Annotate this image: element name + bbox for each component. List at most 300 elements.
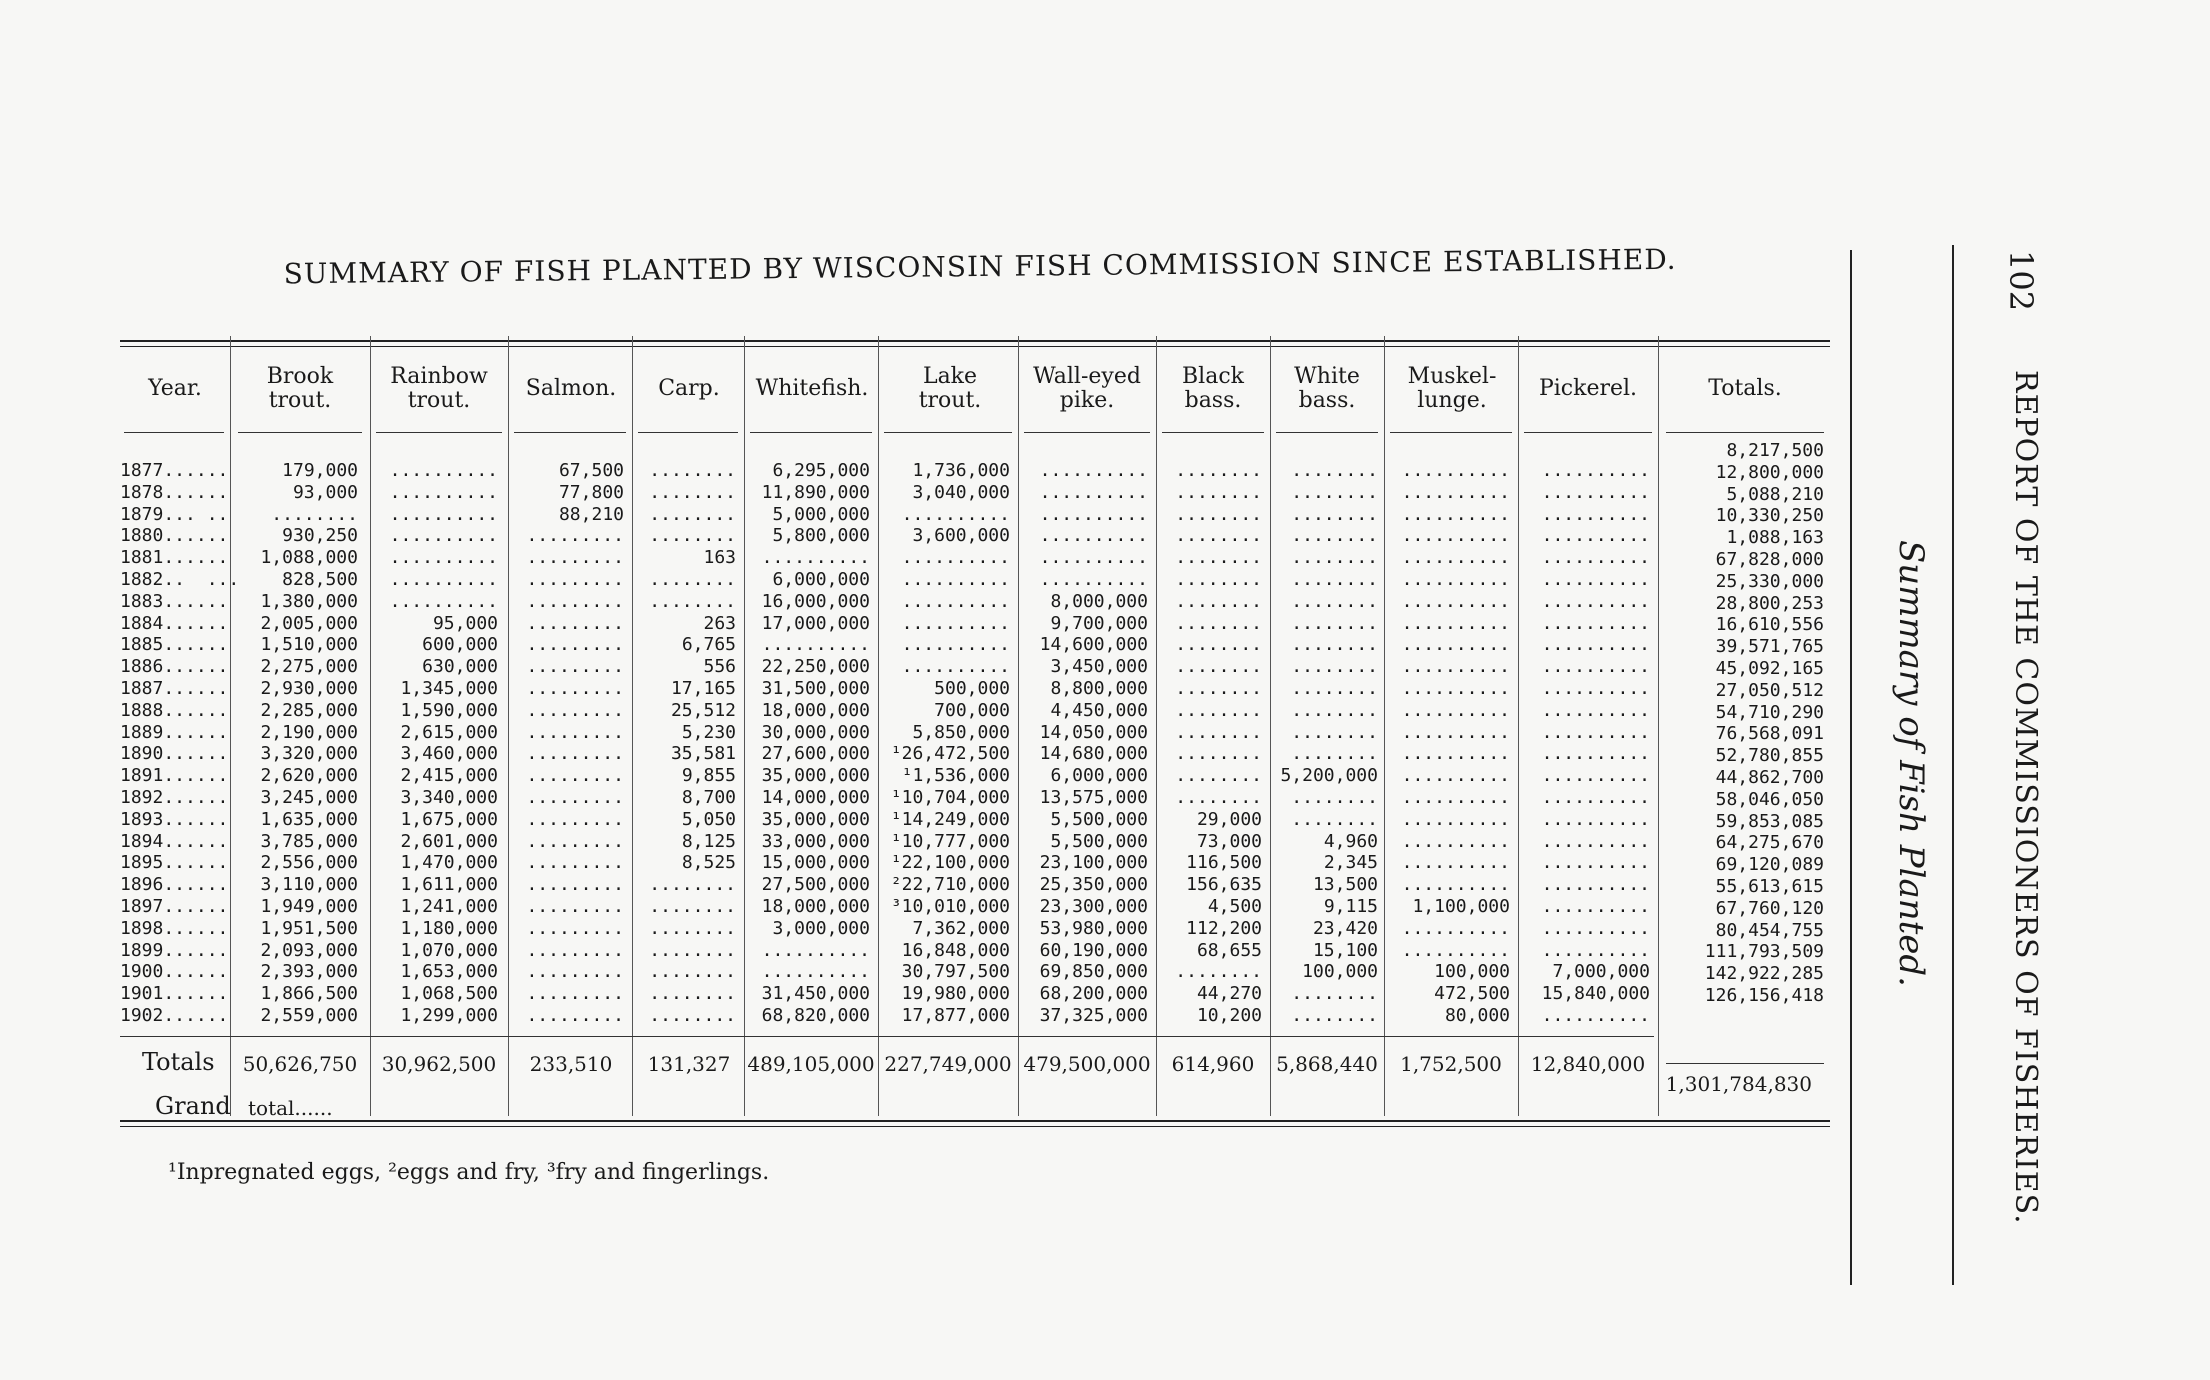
salmon-cell: ......... — [526, 547, 624, 569]
page-number: 102 — [2002, 250, 2040, 312]
whitefish-cell: 68,820,000 — [761, 1004, 870, 1026]
total-muskellunge: 1,752,500 — [1400, 1052, 1502, 1076]
salmon-cell: ......... — [526, 808, 624, 830]
salmon-cell: 88,210 — [558, 503, 624, 525]
lake-trout-cell: .......... — [901, 656, 1010, 678]
year-cell: 1886...... — [120, 656, 229, 678]
white-bass-cell: ........ — [1291, 590, 1378, 612]
white-bass-cell: ........ — [1291, 1004, 1378, 1026]
whitefish-column — [744, 460, 870, 1027]
total-whitefish: 489,105,000 — [747, 1052, 875, 1076]
salmon-cell: ......... — [526, 1004, 624, 1026]
pickerel-cell: .......... — [1541, 721, 1650, 743]
grand-total-rule — [1666, 1063, 1824, 1064]
muskellunge-cell: .......... — [1401, 830, 1510, 852]
rainbow-trout-cell: 1,241,000 — [400, 895, 498, 917]
black-bass-cell: ........ — [1175, 568, 1262, 590]
brook-trout-cell: 3,110,000 — [260, 874, 358, 896]
pickerel-cell: .......... — [1541, 1004, 1650, 1026]
salmon-cell: ......... — [526, 983, 624, 1005]
muskellunge-cell: .......... — [1401, 634, 1510, 656]
walleyed-pike-cell: 4,450,000 — [1050, 699, 1148, 721]
total-rainbow: 30,962,500 — [381, 1052, 497, 1076]
lake-trout-column — [878, 460, 1010, 1027]
muskellunge-cell: 80,000 — [1444, 1004, 1510, 1026]
pickerel-cell: .......... — [1541, 895, 1650, 917]
totals-cell: 55,613,615 — [1715, 875, 1824, 897]
white-bass-column — [1270, 460, 1378, 1027]
year-cell: 1885...... — [120, 634, 229, 656]
carp-cell: 8,700 — [681, 786, 736, 808]
lake-trout-cell: 30,797,500 — [901, 961, 1010, 983]
year-cell: 1898...... — [120, 917, 229, 939]
year-cell: 1900...... — [120, 961, 229, 983]
brook-trout-cell: 3,245,000 — [260, 786, 358, 808]
whitefish-cell: 35,000,000 — [761, 765, 870, 787]
rainbow-trout-cell: 3,460,000 — [400, 743, 498, 765]
carp-cell: 6,765 — [681, 634, 736, 656]
walleyed-pike-cell: .......... — [1039, 460, 1148, 481]
year-cell: 1897...... — [120, 895, 229, 917]
header-muskellunge: Muskel- lunge. — [1407, 364, 1497, 413]
whitefish-cell: 27,600,000 — [761, 743, 870, 765]
totals-cell: 111,793,509 — [1704, 941, 1824, 963]
black-bass-cell: 10,200 — [1196, 1004, 1262, 1026]
rainbow-trout-column — [370, 460, 498, 1027]
black-bass-cell: 44,270 — [1196, 983, 1262, 1005]
rainbow-trout-cell: 1,653,000 — [400, 961, 498, 983]
totals-cell: 80,454,755 — [1715, 919, 1824, 941]
lake-trout-cell: .......... — [901, 590, 1010, 612]
total-pickerel: 12,840,000 — [1530, 1052, 1646, 1076]
whitefish-cell: 15,000,000 — [761, 852, 870, 874]
white-bass-cell: ........ — [1291, 503, 1378, 525]
totals-cell: 27,050,512 — [1715, 679, 1824, 701]
salmon-cell: ......... — [526, 765, 624, 787]
carp-cell: ........ — [649, 983, 736, 1005]
brook-trout-cell: 930,250 — [282, 525, 358, 547]
salmon-cell: ......... — [526, 656, 624, 678]
whitefish-cell: 31,500,000 — [761, 677, 870, 699]
rainbow-trout-cell: .......... — [389, 481, 498, 503]
brook-trout-cell: 1,380,000 — [260, 590, 358, 612]
pickerel-cell: .......... — [1541, 677, 1650, 699]
salmon-cell: 77,800 — [558, 481, 624, 503]
brook-trout-column — [230, 460, 358, 1027]
pickerel-cell: .......... — [1541, 460, 1650, 481]
black-bass-cell: ........ — [1175, 590, 1262, 612]
side-rule — [1952, 245, 1954, 1285]
year-cell: 1891...... — [120, 765, 229, 787]
pickerel-column — [1518, 460, 1650, 1027]
lake-trout-cell: 3,040,000 — [912, 481, 1010, 503]
rainbow-trout-cell: 1,470,000 — [400, 852, 498, 874]
white-bass-cell: ........ — [1291, 460, 1378, 481]
brook-trout-cell: 179,000 — [282, 460, 358, 481]
side-title: Summary of Fish Planted. — [1891, 540, 1931, 987]
brook-trout-cell: 2,559,000 — [260, 1004, 358, 1026]
walleyed-pike-cell: 3,450,000 — [1050, 656, 1148, 678]
rainbow-trout-cell: 95,000 — [432, 612, 498, 634]
salmon-cell: ......... — [526, 917, 624, 939]
white-bass-cell: ........ — [1291, 525, 1378, 547]
whitefish-cell: 14,000,000 — [761, 786, 870, 808]
brook-trout-cell: 2,620,000 — [260, 765, 358, 787]
muskellunge-cell: .......... — [1401, 503, 1510, 525]
header-salmon: Salmon. — [525, 376, 617, 401]
muskellunge-cell: .......... — [1401, 743, 1510, 765]
carp-cell: ........ — [649, 460, 736, 481]
black-bass-cell: 4,500 — [1207, 895, 1262, 917]
totals-cell: 39,571,765 — [1715, 636, 1824, 658]
lake-trout-cell: 500,000 — [934, 677, 1010, 699]
salmon-cell: ......... — [526, 874, 624, 896]
rainbow-trout-cell: 1,068,500 — [400, 983, 498, 1005]
pickerel-cell: .......... — [1541, 656, 1650, 678]
carp-cell: 35,581 — [670, 743, 736, 765]
totals-cell: 52,780,855 — [1715, 745, 1824, 767]
header-underline — [1524, 432, 1652, 433]
bottom-rule — [120, 1120, 1830, 1122]
brook-trout-cell: 2,930,000 — [260, 677, 358, 699]
salmon-cell: ......... — [526, 677, 624, 699]
white-bass-cell: 13,500 — [1312, 874, 1378, 896]
lake-trout-cell: 5,850,000 — [912, 721, 1010, 743]
fish-planted-table — [120, 306, 1830, 1151]
lake-trout-cell: .......... — [901, 634, 1010, 656]
page-title: SUMMARY OF FISH PLANTED BY WISCONSIN FISH COMMISSION SINCE ESTABLISHED. — [283, 242, 1677, 291]
muskellunge-column — [1384, 460, 1510, 1027]
brook-trout-cell: ........ — [271, 503, 358, 525]
header-rainbow-trout: Rainbow trout. — [390, 364, 488, 413]
white-bass-cell: ........ — [1291, 699, 1378, 721]
lake-trout-cell: 17,877,000 — [901, 1004, 1010, 1026]
black-bass-cell: ........ — [1175, 699, 1262, 721]
black-bass-cell: ........ — [1175, 525, 1262, 547]
white-bass-cell: ........ — [1291, 481, 1378, 503]
year-cell: 1894...... — [120, 830, 229, 852]
header-underline — [1162, 432, 1264, 433]
carp-cell: 9,855 — [681, 765, 736, 787]
carp-cell: ........ — [649, 590, 736, 612]
lake-trout-cell: ¹26,472,500 — [890, 743, 1010, 765]
year-cell: 1901...... — [120, 983, 229, 1005]
black-bass-cell: ........ — [1175, 656, 1262, 678]
black-bass-cell: ........ — [1175, 721, 1262, 743]
rainbow-trout-cell: 3,340,000 — [400, 786, 498, 808]
running-head: REPORT OF THE COMMISSIONERS OF FISHERIES. — [2008, 370, 2043, 1225]
rainbow-trout-cell: 1,611,000 — [400, 874, 498, 896]
grand-label: Grand — [155, 1092, 231, 1120]
pickerel-cell: .......... — [1541, 568, 1650, 590]
walleyed-pike-cell: 5,500,000 — [1050, 808, 1148, 830]
whitefish-cell: 6,295,000 — [772, 460, 870, 481]
year-cell: 1899...... — [120, 939, 229, 961]
whitefish-cell: 27,500,000 — [761, 874, 870, 896]
brook-trout-cell: 93,000 — [292, 481, 358, 503]
carp-cell: ........ — [649, 895, 736, 917]
walleyed-pike-cell: 37,325,000 — [1039, 1004, 1148, 1026]
walleyed-pike-cell: 13,575,000 — [1039, 786, 1148, 808]
brook-trout-cell: 2,275,000 — [260, 656, 358, 678]
lake-trout-cell: .......... — [901, 568, 1010, 590]
year-cell: 1895...... — [120, 852, 229, 874]
brook-trout-cell: 1,510,000 — [260, 634, 358, 656]
black-bass-cell: ........ — [1175, 743, 1262, 765]
salmon-cell: ......... — [526, 525, 624, 547]
pickerel-cell: .......... — [1541, 634, 1650, 656]
salmon-cell: ......... — [526, 634, 624, 656]
black-bass-cell: 116,500 — [1186, 852, 1262, 874]
rainbow-trout-cell: 1,590,000 — [400, 699, 498, 721]
whitefish-cell: 16,000,000 — [761, 590, 870, 612]
totals-cell: 28,800,253 — [1715, 592, 1824, 614]
black-bass-cell: ........ — [1175, 786, 1262, 808]
header-totals: Totals. — [1708, 376, 1782, 401]
carp-cell: 263 — [703, 612, 736, 634]
pickerel-cell: .......... — [1541, 765, 1650, 787]
pickerel-cell: .......... — [1541, 743, 1650, 765]
pickerel-cell: .......... — [1541, 525, 1650, 547]
muskellunge-cell: .......... — [1401, 765, 1510, 787]
muskellunge-cell: .......... — [1401, 917, 1510, 939]
totals-cell: 76,568,091 — [1715, 723, 1824, 745]
year-cell: 1887...... — [120, 677, 229, 699]
salmon-cell: ......... — [526, 612, 624, 634]
whitefish-cell: 33,000,000 — [761, 830, 870, 852]
year-cell: 1888...... — [120, 699, 229, 721]
header-underline — [1666, 432, 1824, 433]
rainbow-trout-cell: 1,180,000 — [400, 917, 498, 939]
year-cell: 1892...... — [120, 786, 229, 808]
rainbow-trout-cell: 600,000 — [422, 634, 498, 656]
whitefish-cell: 22,250,000 — [761, 656, 870, 678]
lake-trout-cell: ³10,010,000 — [890, 895, 1010, 917]
totals-cell: 142,922,285 — [1704, 963, 1824, 985]
whitefish-cell: 5,000,000 — [772, 503, 870, 525]
year-cell: 1881...... — [120, 547, 229, 569]
carp-cell: 17,165 — [670, 677, 736, 699]
salmon-cell: ......... — [526, 721, 624, 743]
rainbow-trout-cell: 1,345,000 — [400, 677, 498, 699]
brook-trout-cell: 2,093,000 — [260, 939, 358, 961]
total-walleye: 479,500,000 — [1023, 1052, 1151, 1076]
brook-trout-cell: 1,088,000 — [260, 547, 358, 569]
whitefish-cell: 11,890,000 — [761, 481, 870, 503]
total-carp: 131,327 — [647, 1052, 731, 1076]
rainbow-trout-cell: .......... — [389, 590, 498, 612]
salmon-cell: ......... — [526, 939, 624, 961]
muskellunge-cell: 472,500 — [1434, 983, 1510, 1005]
walleyed-pike-cell: 69,850,000 — [1039, 961, 1148, 983]
pickerel-cell: .......... — [1541, 852, 1650, 874]
black-bass-cell: ........ — [1175, 503, 1262, 525]
walleyed-pike-column — [1018, 460, 1148, 1027]
totals-cell: 44,862,700 — [1715, 766, 1824, 788]
rainbow-trout-cell: 1,675,000 — [400, 808, 498, 830]
header-underline — [124, 432, 224, 433]
year-cell: 1878...... — [120, 481, 229, 503]
lake-trout-cell: 7,362,000 — [912, 917, 1010, 939]
totals-cell: 8,217,500 — [1726, 440, 1824, 461]
header-underline — [376, 432, 502, 433]
whitefish-cell: 17,000,000 — [761, 612, 870, 634]
walleyed-pike-cell: 8,000,000 — [1050, 590, 1148, 612]
whitefish-cell: .......... — [761, 961, 870, 983]
pickerel-cell: .......... — [1541, 547, 1650, 569]
year-column — [120, 460, 239, 1027]
walleyed-pike-cell: 60,190,000 — [1039, 939, 1148, 961]
white-bass-cell: ........ — [1291, 547, 1378, 569]
top-rule — [120, 340, 1830, 342]
header-underline — [1276, 432, 1378, 433]
carp-cell: 5,230 — [681, 721, 736, 743]
totals-cell: 126,156,418 — [1704, 984, 1824, 1006]
salmon-cell: ......... — [526, 852, 624, 874]
black-bass-cell: ........ — [1175, 961, 1262, 983]
year-cell: 1883...... — [120, 590, 229, 612]
year-cell: 1890...... — [120, 743, 229, 765]
pickerel-cell: .......... — [1541, 481, 1650, 503]
whitefish-cell: .......... — [761, 634, 870, 656]
lake-trout-cell: 3,600,000 — [912, 525, 1010, 547]
black-bass-column — [1156, 460, 1262, 1027]
walleyed-pike-cell: 6,000,000 — [1050, 765, 1148, 787]
totals-cell: 64,275,670 — [1715, 832, 1824, 854]
muskellunge-cell: .......... — [1401, 721, 1510, 743]
header-underline — [514, 432, 626, 433]
year-cell: 1889...... — [120, 721, 229, 743]
walleyed-pike-cell: 53,980,000 — [1039, 917, 1148, 939]
lake-trout-cell: 16,848,000 — [901, 939, 1010, 961]
rainbow-trout-cell: .......... — [389, 568, 498, 590]
brook-trout-cell: 3,785,000 — [260, 830, 358, 852]
rainbow-trout-cell: .......... — [389, 460, 498, 481]
totals-cell: 59,853,085 — [1715, 810, 1824, 832]
salmon-cell: ......... — [526, 786, 624, 808]
bottom-rule-inner — [120, 1126, 1830, 1127]
carp-cell: 8,125 — [681, 830, 736, 852]
brook-trout-cell: 1,866,500 — [260, 983, 358, 1005]
walleyed-pike-cell: .......... — [1039, 525, 1148, 547]
rainbow-trout-cell: .......... — [389, 525, 498, 547]
black-bass-cell: ........ — [1175, 481, 1262, 503]
carp-cell: ........ — [649, 503, 736, 525]
brook-trout-cell: 828,500 — [282, 568, 358, 590]
salmon-cell: ......... — [526, 743, 624, 765]
lake-trout-cell: ¹14,249,000 — [890, 808, 1010, 830]
year-cell: 1893...... — [120, 808, 229, 830]
walleyed-pike-cell: 23,100,000 — [1039, 852, 1148, 874]
muskellunge-cell: 1,100,000 — [1412, 895, 1510, 917]
salmon-cell: 67,500 — [558, 460, 624, 481]
brook-trout-cell: 1,949,000 — [260, 895, 358, 917]
white-bass-cell: 9,115 — [1323, 895, 1378, 917]
year-cell: 1880...... — [120, 525, 229, 547]
lake-trout-cell: ¹1,536,000 — [901, 765, 1010, 787]
total-black-bass: 614,960 — [1171, 1052, 1255, 1076]
carp-cell: ........ — [649, 568, 736, 590]
muskellunge-cell: .......... — [1401, 590, 1510, 612]
pickerel-cell: 15,840,000 — [1541, 983, 1650, 1005]
salmon-cell: ......... — [526, 830, 624, 852]
lake-trout-cell: 1,736,000 — [912, 460, 1010, 481]
muskellunge-cell: .......... — [1401, 786, 1510, 808]
whitefish-cell: 35,000,000 — [761, 808, 870, 830]
carp-cell: 25,512 — [670, 699, 736, 721]
totals-cell: 69,120,089 — [1715, 854, 1824, 876]
header-whitefish: Whitefish. — [755, 376, 869, 401]
black-bass-cell: 112,200 — [1186, 917, 1262, 939]
totals-cell: 67,828,000 — [1715, 548, 1824, 570]
total-brook: 50,626,750 — [242, 1052, 358, 1076]
white-bass-cell: ........ — [1291, 743, 1378, 765]
header-brook-trout: Brook trout. — [266, 364, 334, 413]
lake-trout-cell: 19,980,000 — [901, 983, 1010, 1005]
black-bass-cell: ........ — [1175, 765, 1262, 787]
salmon-cell: ......... — [526, 590, 624, 612]
rainbow-trout-cell: 1,299,000 — [400, 1004, 498, 1026]
header-underline — [750, 432, 872, 433]
white-bass-cell: ........ — [1291, 677, 1378, 699]
totals-cell: 5,088,210 — [1726, 483, 1824, 505]
brook-trout-cell: 2,285,000 — [260, 699, 358, 721]
black-bass-cell: 29,000 — [1196, 808, 1262, 830]
rainbow-trout-cell: 2,415,000 — [400, 765, 498, 787]
header-underline — [1390, 432, 1512, 433]
rainbow-trout-cell: 2,615,000 — [400, 721, 498, 743]
footnote: ¹Inpregnated eggs, ²eggs and fry, ³fry and fingerlings. — [168, 1160, 770, 1185]
black-bass-cell: ........ — [1175, 460, 1262, 481]
white-bass-cell: ........ — [1291, 808, 1378, 830]
lake-trout-cell: 700,000 — [934, 699, 1010, 721]
muskellunge-cell: .......... — [1401, 481, 1510, 503]
pickerel-cell: .......... — [1541, 830, 1650, 852]
muskellunge-cell: .......... — [1401, 612, 1510, 634]
totals-cell: 67,760,120 — [1715, 897, 1824, 919]
muskellunge-cell: .......... — [1401, 568, 1510, 590]
totals-cell: 45,092,165 — [1715, 657, 1824, 679]
muskellunge-cell: .......... — [1401, 874, 1510, 896]
totals-cell: 10,330,250 — [1715, 505, 1824, 527]
black-bass-cell: ........ — [1175, 547, 1262, 569]
muskellunge-cell: .......... — [1401, 677, 1510, 699]
total-white-bass: 5,868,440 — [1276, 1052, 1378, 1076]
rainbow-trout-cell: 1,070,000 — [400, 939, 498, 961]
walleyed-pike-cell: 9,700,000 — [1050, 612, 1148, 634]
whitefish-cell: 3,000,000 — [772, 917, 870, 939]
pickerel-cell: .......... — [1541, 503, 1650, 525]
muskellunge-cell: .......... — [1401, 852, 1510, 874]
rainbow-trout-cell: .......... — [389, 547, 498, 569]
carp-cell: 5,050 — [681, 808, 736, 830]
salmon-cell: ......... — [526, 699, 624, 721]
pickerel-cell: .......... — [1541, 699, 1650, 721]
brook-trout-cell: 2,556,000 — [260, 852, 358, 874]
carp-column — [632, 460, 736, 1027]
walleyed-pike-cell: 14,680,000 — [1039, 743, 1148, 765]
carp-cell: ........ — [649, 939, 736, 961]
header-black-bass: Black bass. — [1182, 364, 1244, 413]
pickerel-cell: .......... — [1541, 590, 1650, 612]
walleyed-pike-cell: .......... — [1039, 481, 1148, 503]
muskellunge-cell: .......... — [1401, 525, 1510, 547]
carp-cell: ........ — [649, 917, 736, 939]
walleyed-pike-cell: 25,350,000 — [1039, 874, 1148, 896]
lake-trout-cell: ¹10,704,000 — [890, 786, 1010, 808]
rainbow-trout-cell: 2,601,000 — [400, 830, 498, 852]
rainbow-trout-cell: 630,000 — [422, 656, 498, 678]
